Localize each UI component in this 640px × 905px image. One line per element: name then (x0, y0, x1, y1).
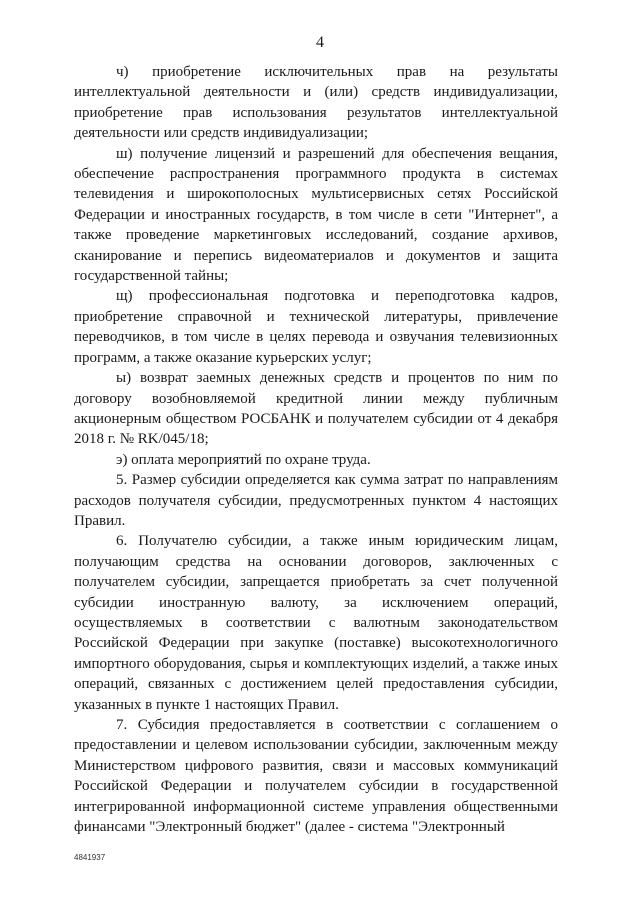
paragraph-y: ы) возврат заемных денежных средств и процентов по ним по договору возобновляемой кредитной линии между публичным акционерным обществом РОСБАНК и получателем субсидии от 4 декабря 2018 г. № RK/045/18; (74, 370, 558, 448)
document-body (74, 62, 558, 837)
paragraph-e: э) оплата мероприятий по охране труда. (116, 451, 371, 468)
paragraph-sh: ш) получение лицензий и разрешений для обеспечения вещания, обеспечение распространения программного продукта в системах телевидения и широкополосных мультисервисных сетях Российской Федерации и иностранных государств, в том числе в сети "Интернет", а также проведение маркетинговых исследований, создание архивов, сканирование и перепись видеоматериалов и документов и защита государственной тайны; (74, 145, 558, 285)
paragraph-shch: щ) профессиональная подготовка и переподготовка кадров, приобретение справочной и технической литературы, привлечение переводчиков, в том числе в целях перевода и озвучания телевизионных программ, а также оказание курьерских услуг; (74, 288, 558, 366)
document-code: 4841937 (74, 853, 106, 862)
paragraph-7: 7. Субсидия предоставляется в соответствии с соглашением о предоставлении и целевом использовании субсидии, заключенным между Министерством цифрового развития, связи и массовых коммуникаций Российской Федерации и получателем субсидии в государственной интегрированной информационной системе управления общественными финансами "Электронный бюджет" (далее - система "Электронный (74, 717, 558, 836)
paragraph-5: 5. Размер субсидии определяется как сумма затрат по направлениям расходов получателя субсидии, предусмотренных пунктом 4 настоящих Правил. (74, 472, 558, 529)
paragraph-ch: ч) приобретение исключительных прав на результаты интеллектуальной деятельности и (или) средств индивидуализации, приобретение прав использования результатов интеллектуальной деятельности или средств индивидуализации; (74, 64, 558, 142)
paragraph-6: 6. Получателю субсидии, а также иным юридическим лицам, получающим средства на основании договоров, заключенных с получателем субсидии, запрещается приобретать за счет полученной субсидии иностранную валюту, за исключением операций, осуществляемых в соответствии с валютным законодательством Российской Федерации при закупке (поставке) высокотехнологичного импортного оборудования, сырья и комплектующих изделий, а также иных операций, связанных с достижением целей предоставления субсидии, указанных в пункте 1 настоящих Правил. (74, 533, 558, 713)
page-number: 4 (316, 34, 324, 51)
